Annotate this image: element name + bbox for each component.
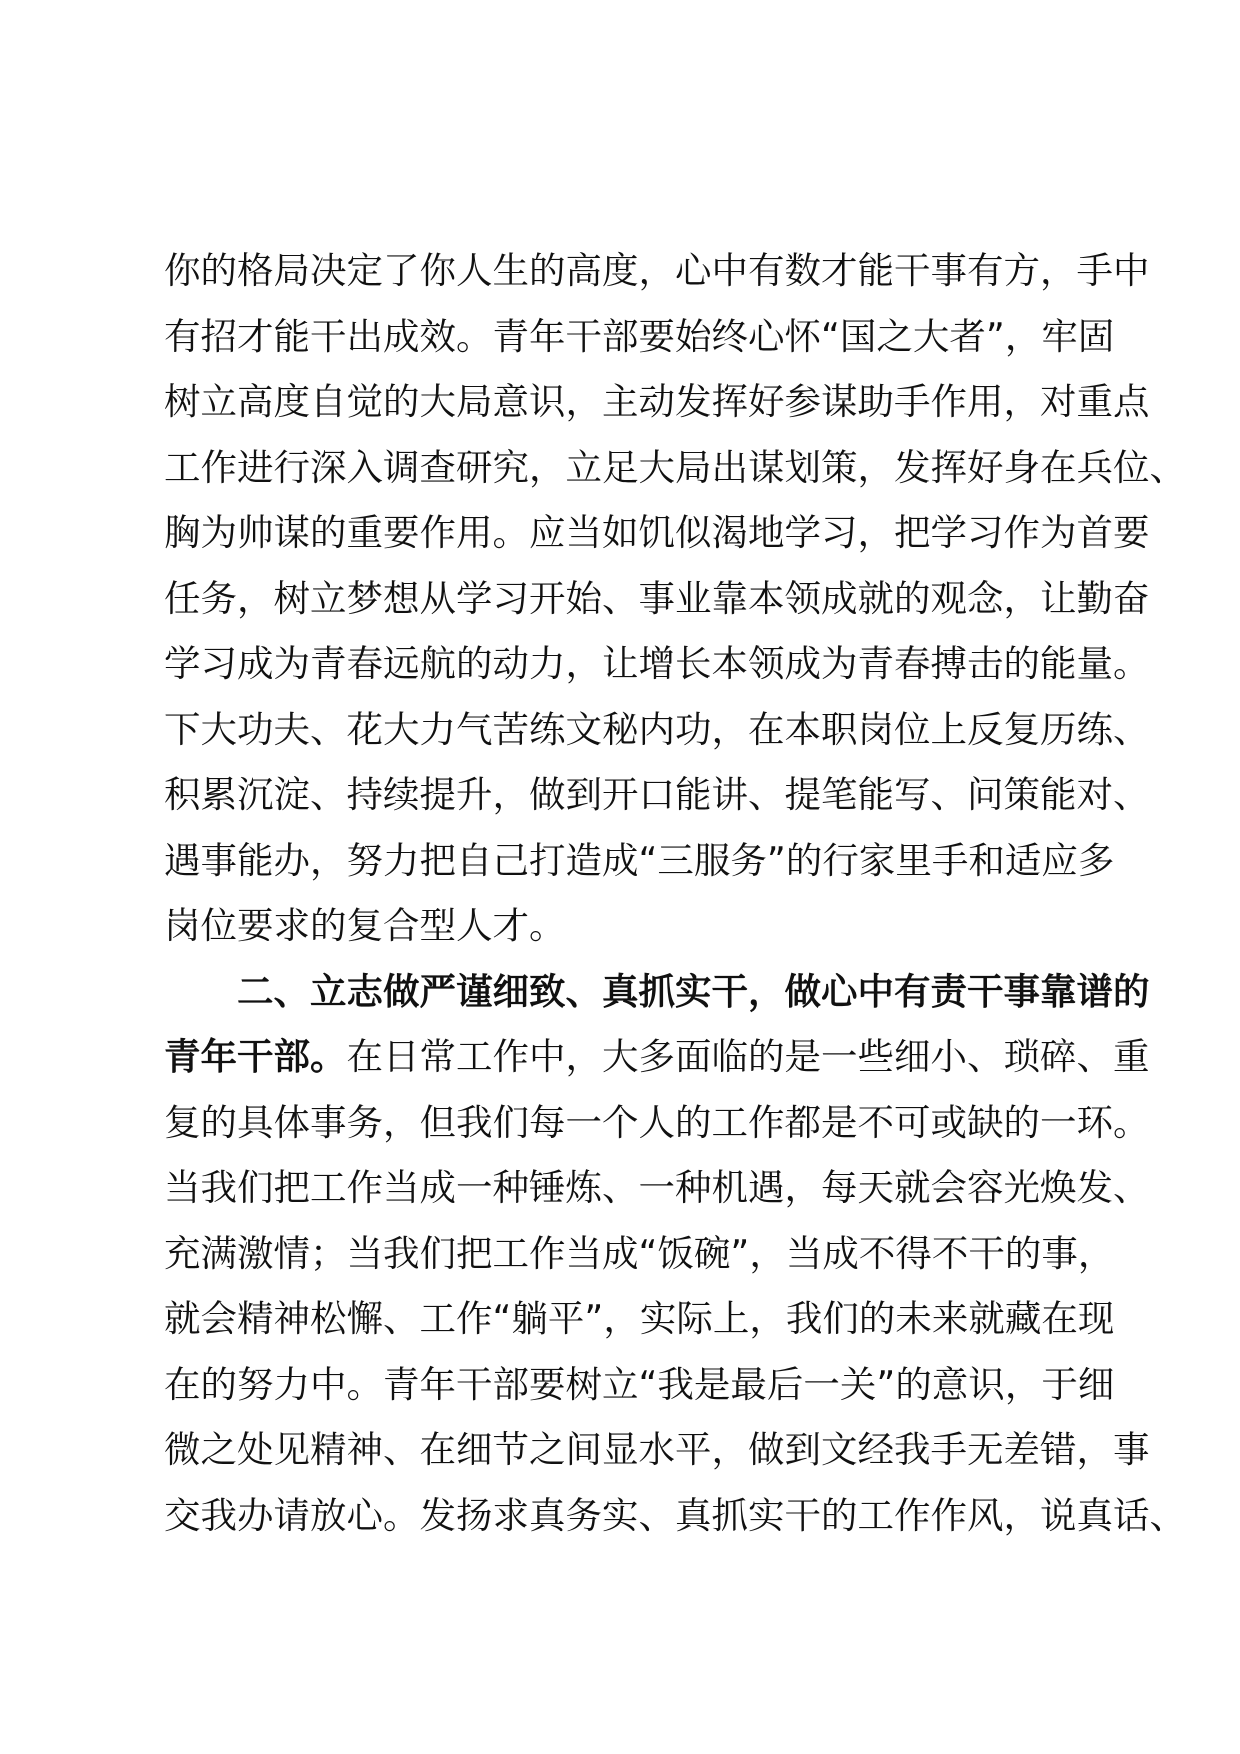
- text-line: 复的具体事务，但我们每一个人的工作都是不可或缺的一环。: [164, 1100, 1150, 1144]
- document-body: [164, 238, 1186, 1548]
- text-line: 就会精神松懈、工作“躺平”，实际上，我们的未来就藏在现: [164, 1297, 1115, 1340]
- paragraph-1: [164, 238, 1186, 959]
- paragraph-2: [164, 959, 1186, 1549]
- text-line: 胸为帅谋的重要作用。应当如饥似渴地学习，把学习作为首要: [164, 511, 1150, 554]
- text-line: 当我们把工作当成一种锤炼、一种机遇，每天就会容光焕发、: [164, 1166, 1150, 1209]
- text-line: 你的格局决定了你人生的高度，心中有数才能干事有方，手中: [164, 249, 1150, 292]
- text-line: 树立高度自觉的大局意识，主动发挥好参谋助手作用，对重点: [164, 380, 1150, 423]
- text-line: 充满激情；当我们把工作当成“饭碗”，当成不得不干的事，: [164, 1231, 1115, 1275]
- text-line: 积累沉淀、持续提升，做到开口能讲、提笔能写、问策能对、: [164, 773, 1150, 816]
- text-line: 交我办请放心。发扬求真务实、真抓实干的工作作风，说真话、: [164, 1493, 1186, 1537]
- text-segment: 在日常工作中，大多面临的是一些细小、琐碎、重: [346, 1035, 1150, 1078]
- text-line: 遇事能办，努力把自己打造成“三服务”的行家里手和适应多: [164, 838, 1115, 882]
- text-line: 下大功夫、花大力气苦练文秘内功，在本职岗位上反复历练、: [164, 707, 1150, 751]
- text-line: 有招才能干出成效。青年干部要始终心怀“国之大者”，牢固: [164, 314, 1115, 358]
- text-line: [164, 1024, 1150, 1090]
- text-line: 任务，树立梦想从学习开始、事业靠本领成就的观念，让勤奋: [164, 576, 1150, 620]
- section-heading: 二、立志做严谨细致、真抓实干，做心中有责干事靠谱的: [237, 969, 1150, 1013]
- section-heading-continued: 青年干部。: [164, 1035, 347, 1078]
- text-line: 在的努力中。青年干部要树立“我是最后一关”的意识，于细: [164, 1362, 1115, 1406]
- text-line: 学习成为青春远航的动力，让增长本领成为青春搏击的能量。: [164, 642, 1150, 685]
- text-line: 岗位要求的复合型人才。: [164, 904, 566, 947]
- text-line: 工作进行深入调查研究，立足大局出谋划策，发挥好身在兵位、: [164, 445, 1186, 489]
- text-line: 微之处见精神、在细节之间显水平，做到文经我手无差错，事: [164, 1428, 1150, 1471]
